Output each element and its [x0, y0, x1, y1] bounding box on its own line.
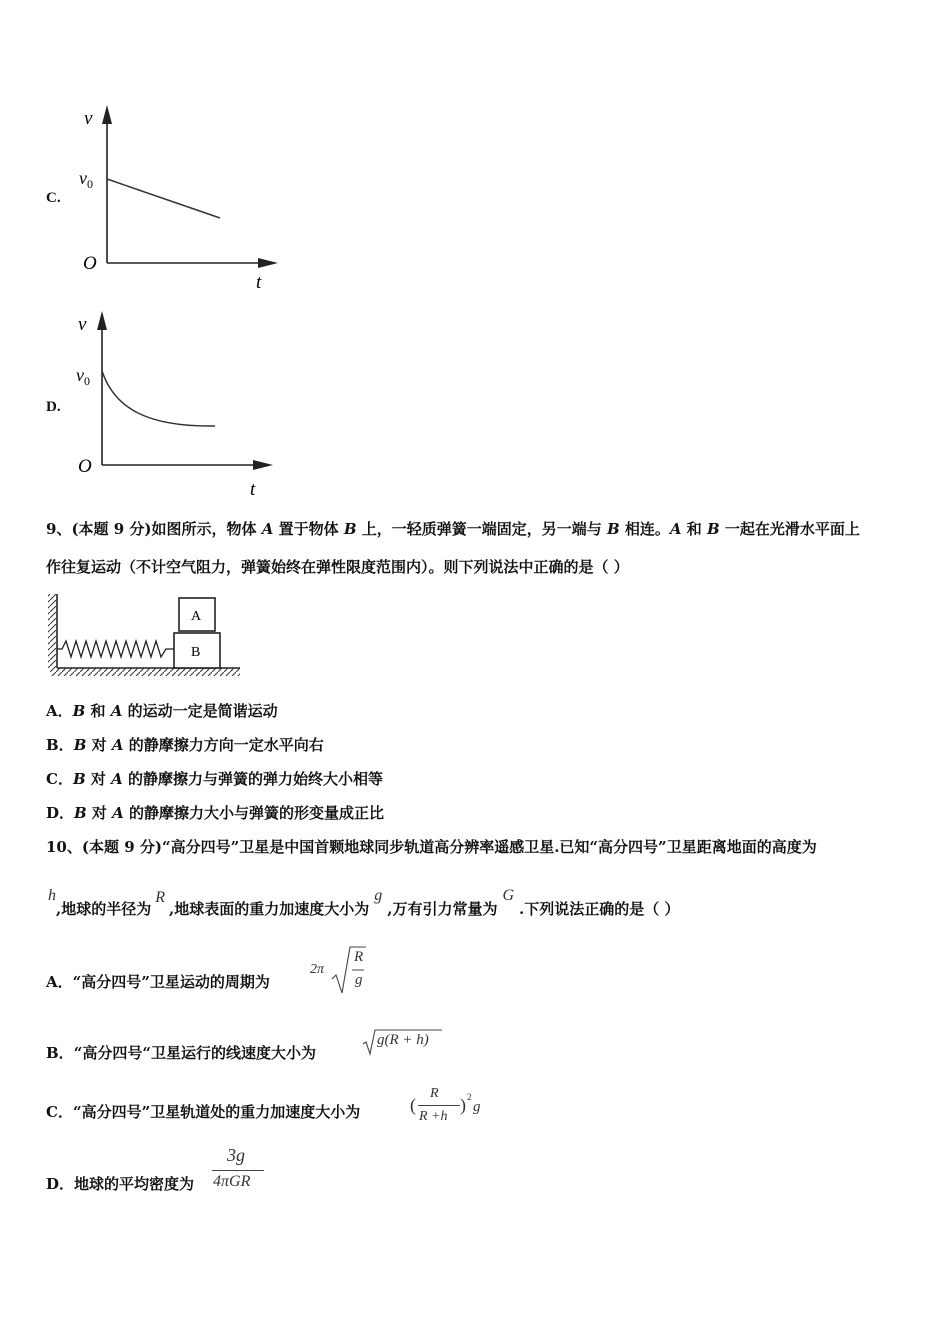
formula-velocity: g(R + h): [362, 1028, 444, 1056]
q10-option-d[interactable]: D．地球的平均密度为: [46, 1175, 195, 1193]
option-d-label: D.: [46, 399, 61, 415]
x-axis-arrow-icon: [258, 258, 278, 268]
spring: [57, 641, 174, 657]
v0-label: [76, 365, 90, 388]
q9-line-1: 9、(本题 9 分)如图所示，物体 A 置于物体 B 上，一轻质弹簧一端固定，另一端与 B 相连。A 和 B 一起在光滑水平面上: [46, 520, 860, 538]
fraction-bar: [418, 1105, 460, 1106]
var-h: h: [48, 887, 56, 904]
block-a-label: A: [191, 609, 202, 624]
q10-number: 10、: [46, 838, 82, 856]
fraction-bar: [212, 1170, 264, 1171]
q10-score: (本题 9 分): [81, 838, 162, 856]
origin-label: O: [78, 456, 92, 477]
y-axis-arrow-icon: [97, 311, 107, 330]
y-axis-label: v: [84, 108, 93, 129]
var-gconst: G: [502, 887, 515, 904]
var-g: g: [374, 887, 383, 904]
v0-label-main: v: [76, 365, 84, 385]
formula-density: 3g 4πGR: [212, 1145, 268, 1197]
option-c-label: C.: [46, 190, 61, 206]
q10-option-b[interactable]: B．“高分四号“卫星运行的线速度大小为: [46, 1044, 316, 1062]
v0-label: [79, 168, 93, 191]
velocity-curve: [102, 371, 215, 426]
q10-line-1: 10、(本题 9 分)“高分四号”卫星是中国首颗地球同步轨道高分辨率遥感卫星.已知“高分四号”卫星距离地面的高度为: [46, 838, 817, 856]
v0-label-main: v: [79, 168, 87, 188]
y-axis-label: v: [78, 314, 87, 335]
origin-label: O: [83, 253, 97, 274]
wall-hatching: [48, 594, 56, 668]
q10-option-c[interactable]: C．“高分四号”卫星轨道处的重力加速度大小为: [46, 1103, 361, 1121]
floor-hatching: [50, 668, 240, 676]
x-axis-label: t: [250, 479, 256, 500]
q9-number: 9、: [46, 520, 72, 538]
v0-label-sub: 0: [87, 177, 93, 191]
q9-option-b[interactable]: B．B 对 A 的静摩擦力方向一定水平向右: [46, 736, 324, 754]
x-axis-label: t: [256, 272, 262, 293]
q9-option-c[interactable]: C．B 对 A 的静摩擦力与弹簧的弹力始终大小相等: [46, 770, 383, 788]
spring-block-figure: [44, 588, 244, 680]
y-axis-arrow-icon: [102, 105, 112, 124]
q10-option-a[interactable]: A．“高分四号”卫星运动的周期为: [46, 973, 270, 991]
var-r: R: [155, 889, 166, 906]
x-axis-arrow-icon: [253, 460, 273, 470]
q9-line-2: 作往复运动（不计空气阻力，弹簧始终在弹性限度范围内）。则下列说法中正确的是（ ）: [46, 558, 629, 576]
v0-label-sub: 0: [84, 374, 90, 388]
block-b-label: B: [191, 645, 201, 660]
velocity-line: [107, 179, 220, 218]
q10-line-2: h,地球的半径为R,地球表面的重力加速度大小为g,万有引力常量为G.下列说法正确的是（ ）: [48, 887, 680, 918]
velocity-time-graph-c: [70, 100, 290, 295]
formula-period: 2π R g: [310, 945, 370, 997]
q9-option-d[interactable]: D．B 对 A 的静摩擦力大小与弹簧的形变量成正比: [46, 804, 385, 822]
formula-gravity: ( R R +h ) 2 g: [410, 1086, 481, 1124]
q9-score: (本题 9 分): [71, 520, 152, 538]
q9-option-a[interactable]: A．B 和 A 的运动一定是简谐运动: [46, 702, 278, 720]
velocity-time-graph-d: [70, 305, 290, 500]
